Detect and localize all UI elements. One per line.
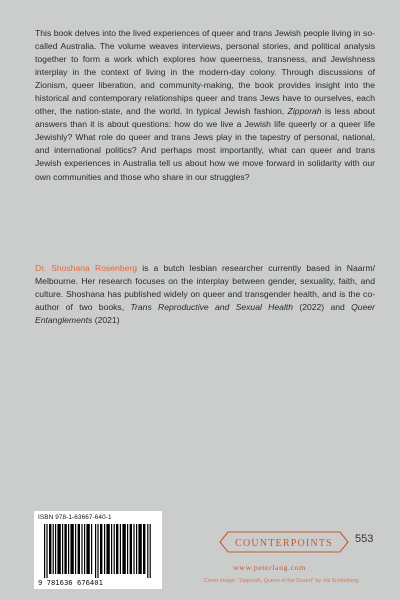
- bio-text-2: (2022) and: [293, 302, 352, 313]
- bio-paragraph: [35, 262, 375, 327]
- counterpoints-series-logo: [218, 530, 350, 554]
- publisher-website[interactable]: www.peterlang.com: [233, 563, 306, 572]
- book-description: [35, 27, 375, 184]
- description-text-1: This book delves into the lived experiences of queer and trans Jewish people living in so-called Australia. The volume weaves interviews, personal stories, and political analysis together to form a work which explores how queerness, transness, and Jewishness interplay in the context of living in the modern-day colony. Through discussions of Zionism, queer liberation, and community-making, the book provides insight into the historical and contemporary relationships queer and trans Jews have to ourselves, each other, the nation-state, and the world. In typical Jewish fashion,: [35, 28, 375, 117]
- cover-image-credit: Cover image: “Zipporah, Queen of the Desert” by Val Schlosberg: [204, 578, 359, 584]
- isbn-digits: 9 781636 676401: [38, 578, 103, 587]
- barcode-panel: [34, 511, 162, 589]
- series-logo-text: COUNTERPOINTS: [235, 537, 333, 549]
- bio-text-3: (2021): [92, 315, 120, 326]
- series-number: 553: [355, 533, 374, 545]
- bio-text-1: is a butch lesbian researcher currently based in Naarm/ Melbourne. Her research focuses on the interplay between gender, sexuality, faith, and culture. Shoshana has published widely on queer and transgender health, and is the co-author of two books,: [35, 263, 375, 313]
- barcode-image: [44, 524, 152, 578]
- bio-book-title-1: Trans Reproductive and Sexual Health: [130, 302, 294, 313]
- author-bio: [35, 262, 375, 327]
- book-title-italic: Zipporah: [287, 106, 322, 117]
- description-paragraph: [35, 27, 375, 184]
- bio-book-title-2: Queer Entanglements: [35, 302, 375, 326]
- author-name: Dr. Shoshana Rosenberg: [35, 263, 138, 273]
- isbn-label: ISBN 978-1-63667-640-1: [38, 514, 112, 521]
- description-text-2: is less about answers than it is about questions: how do we live a Jewish life queerly or a queer life Jewishly? What role do queer and trans Jews play in the tapestry of personal, national, and international politics? And perhaps most importantly, what can queer and trans Jewish experiences in Australia tell us about how we move forward in solidarity with our own communities and those who share in our struggles?: [35, 106, 375, 182]
